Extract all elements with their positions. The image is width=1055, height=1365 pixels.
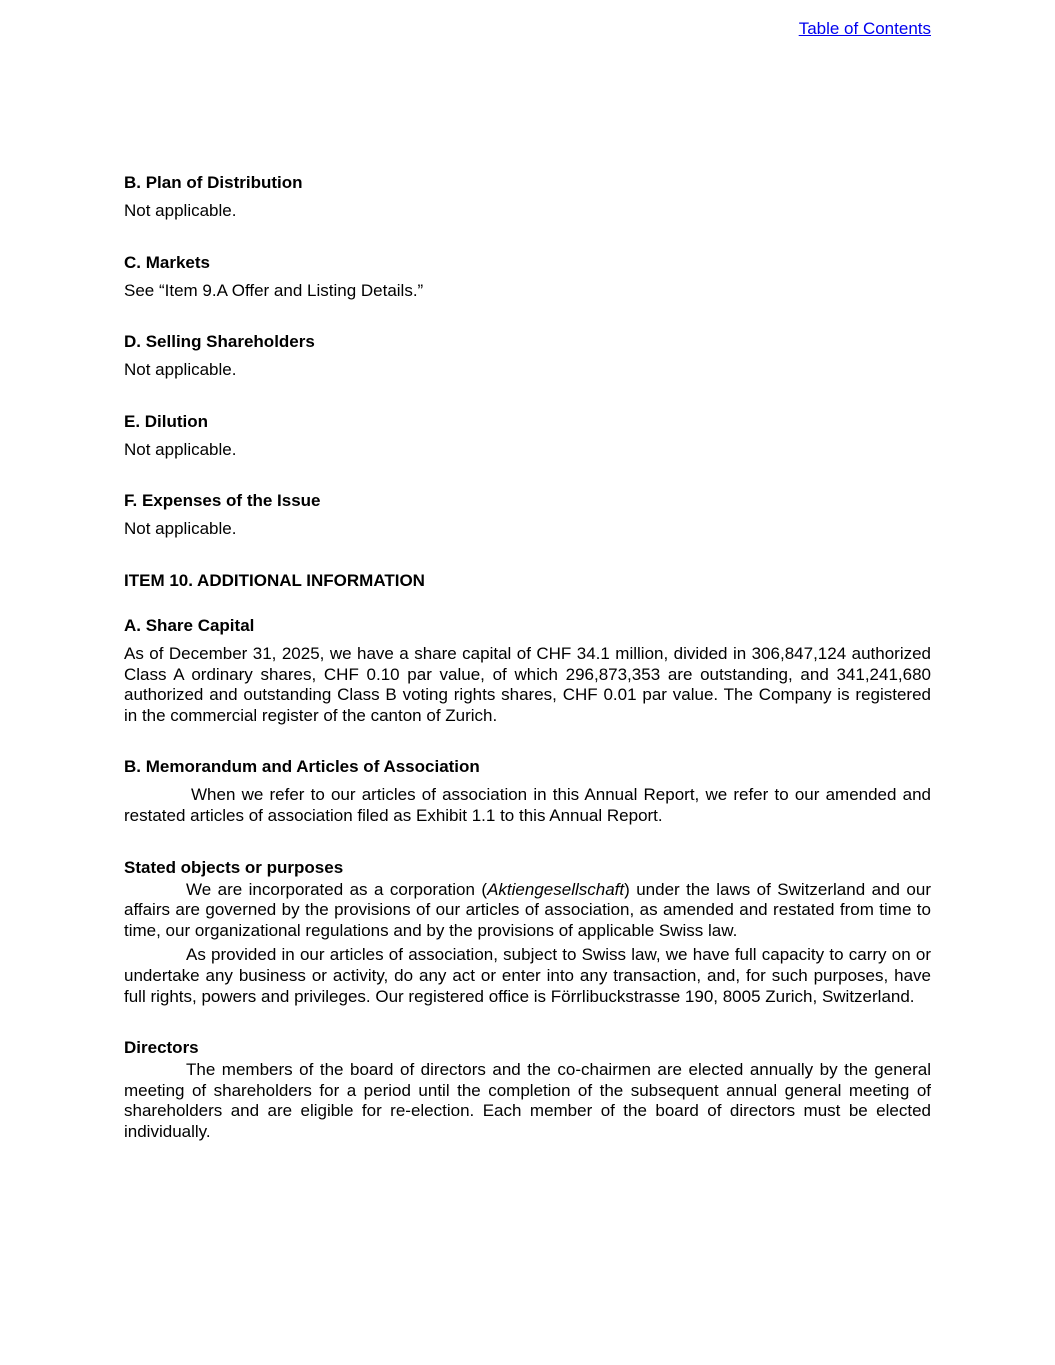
- section-item-10: [124, 570, 931, 591]
- section-plan-of-distribution: [124, 172, 931, 222]
- section-body: See “Item 9.A Offer and Listing Details.”: [124, 280, 424, 300]
- section-dilution: [124, 411, 931, 461]
- section-body: As of December 31, 2025, we have a share capital of CHF 34.1 million, divided in 306,847,124 authorized Class A ordinary shares, CHF 0.10 par value, of which 296,873,353 are outstanding, and 341,241,680 authorized and outstanding Class B voting rights shares, CHF 0.01 par value. The Company is registered in the commercial register of the canton of Zurich.: [124, 643, 931, 725]
- section-heading: D. Selling Shareholders: [124, 332, 315, 352]
- italic-term: Aktiengesellschaft: [487, 879, 625, 899]
- section-heading: F. Expenses of the Issue: [124, 491, 321, 511]
- section-body: When we refer to our articles of association in this Annual Report, we refer to our amended and restated articles of association filed as Exhibit 1.1 to this Annual Report.: [124, 785, 931, 825]
- section-body: Not applicable.: [124, 439, 237, 459]
- section-body: Not applicable.: [124, 201, 237, 220]
- section-body: The members of the board of directors and the co-chairmen are elected annually by the general meeting of shareholders for a period until the completion of the subsequent annual general meeting of shareholders and are eligible for re-election. Each member of the board of directors must be elected individually.: [124, 1060, 931, 1141]
- section-heading: E. Dilution: [124, 411, 209, 431]
- section-selling-shareholders: [124, 331, 931, 381]
- section-heading: Directors: [124, 1038, 199, 1058]
- item-heading: ITEM 10. ADDITIONAL INFORMATION: [124, 570, 425, 590]
- section-paragraph: [124, 880, 931, 942]
- section-directors: [124, 1037, 931, 1142]
- section-expenses: [124, 490, 931, 540]
- document-body: [124, 172, 931, 1172]
- table-of-contents-link[interactable]: Table of Contents: [798, 19, 931, 38]
- section-markets: [124, 252, 931, 302]
- section-body: Not applicable.: [124, 519, 237, 539]
- section-heading: A. Share Capital: [124, 615, 255, 635]
- section-memorandum: [124, 756, 931, 826]
- section-heading: B. Memorandum and Articles of Association: [124, 757, 480, 777]
- text-run: We are incorporated as a corporation (: [186, 879, 488, 899]
- section-paragraph: As provided in our articles of association, subject to Swiss law, we have full capacity to carry on or undertake any business or activity, do any act or enter into any transaction, and, for such purposes, have full rights, powers and privileges. Our registered office is Förrlibuckstrasse 190, 8005 Zurich, Switzerland.: [124, 945, 931, 1006]
- section-body: Not applicable.: [124, 360, 237, 380]
- text-run: ) under the laws of Switzerland and our affairs are governed by the provisions of our articles of association, as amended and restated from time to time, our organizational regulations and by the provisions of applicable Swiss law.: [124, 879, 932, 940]
- section-heading: Stated objects or purposes: [124, 857, 344, 877]
- section-share-capital: [124, 615, 931, 726]
- section-stated-objects: [124, 857, 931, 1008]
- section-heading: C. Markets: [124, 252, 210, 272]
- section-heading: B. Plan of Distribution: [124, 173, 303, 192]
